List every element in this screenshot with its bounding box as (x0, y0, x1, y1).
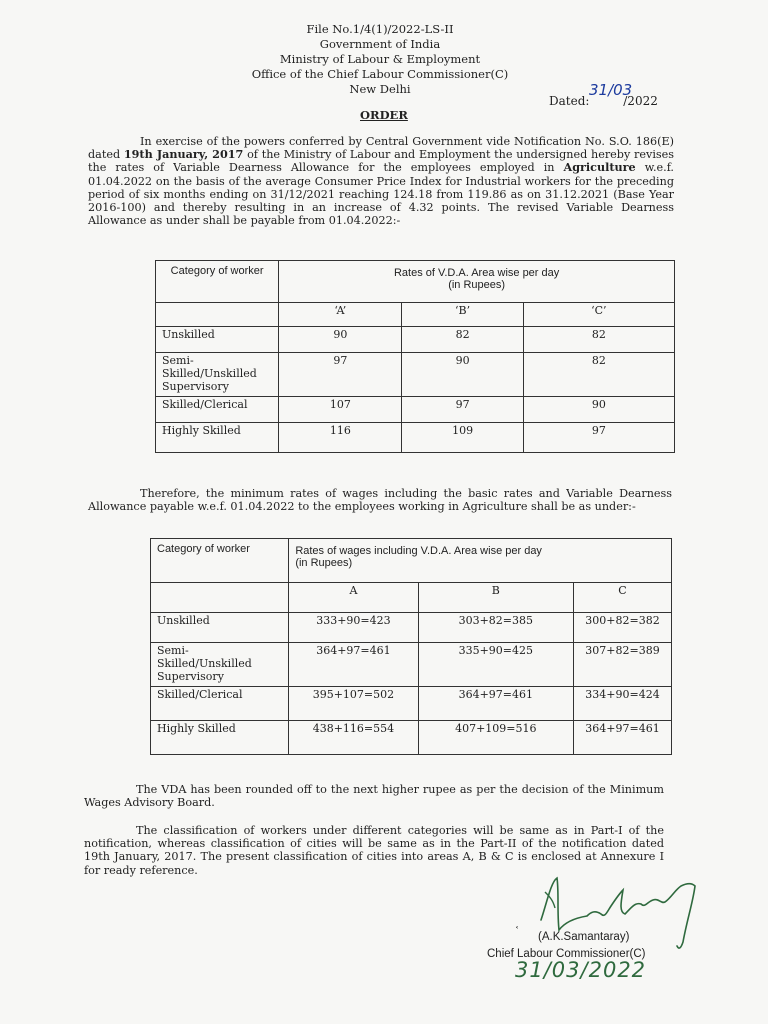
table-row: Semi-Skilled/Unskilled Supervisory 364+97=461 335+90=425 307+82=389 (151, 643, 672, 687)
table-row: Semi-Skilled/Unskilled Supervisory 97 90 82 (156, 353, 675, 397)
signatory-name: (A.K.Samantaray) (538, 931, 630, 943)
table2-rates-header: Rates of wages including V.D.A. Area wise per day (in Rupees) (289, 539, 672, 583)
table-row: Skilled/Clerical 107 97 90 (156, 397, 675, 423)
table-row: Highly Skilled 116 109 97 (156, 423, 675, 453)
office-line: Office of the Chief Labour Commissioner(C) (251, 67, 509, 81)
table2-area-c: C (574, 583, 672, 613)
date-line (549, 81, 658, 108)
table2-area-a: A (289, 583, 418, 613)
letterhead (230, 22, 530, 97)
table2-area-b: B (418, 583, 573, 613)
signatory-designation: Chief Labour Commissioner(C) (487, 948, 646, 960)
table2-category-header: Category of worker (151, 539, 289, 583)
dated-year: /2022 (623, 94, 658, 108)
paragraph-therefore: Therefore, the minimum rates of wages including the basic rates and Variable Dearness Allowance payable w.e.f. 01.04.2022 to the employees working in Agriculture shall be as under:- (88, 487, 672, 514)
table1-rates-header: Rates of V.D.A. Area wise per day (in Rupees) (279, 261, 675, 303)
file-number: File No.1/4(1)/2022-LS-II (306, 22, 454, 36)
handwritten-signature-date: 31/03/2022 (515, 958, 647, 982)
minimum-wages-table (150, 538, 672, 755)
city-line: New Delhi (349, 82, 411, 96)
table1-area-c: ‘C’ (523, 303, 674, 327)
signature-tick: ˂ (515, 926, 519, 935)
paragraph-intro: In exercise of the powers conferred by Central Government vide Notification No. S.O. 186(E) dated 19th January, 2017 of the Ministry of Labour and Employment the undersigned hereby revises the rates of Variable Dearness Allowance for the employees employed in Agriculture w.e.f. 01.04.2022 on the basis of the average Consumer Price Index for Industrial workers for the preceding period of six months ending on 31/12/2021 reaching 124.18 from 119.86 as on 31.12.2021 (Base Year 2016-100) and thereby resulting in an increase of 4.32 points. The revised Variable Dearness Allowance as under shall be payable from 01.04.2022:- (88, 135, 675, 228)
table-row: Highly Skilled 438+116=554 407+109=516 364+97=461 (151, 721, 672, 755)
table-row: Unskilled 90 82 82 (156, 327, 675, 353)
vda-rates-table (155, 260, 675, 453)
ministry-line: Ministry of Labour & Employment (279, 52, 481, 66)
table1-area-b: ‘B’ (402, 303, 523, 327)
paragraph-rounding: The VDA has been rounded off to the next higher rupee as per the decision of the Minimum Wages Advisory Board. (84, 783, 664, 810)
table1-area-a: ‘A’ (279, 303, 402, 327)
table-row: Unskilled 333+90=423 303+82=385 300+82=382 (151, 613, 672, 643)
order-title: ORDER (360, 108, 408, 122)
paragraph-classification: The classification of workers under different categories will be same as in Part-I of the notification, whereas classification of cities will be same as in the Part-II of the notification dated 19th January, 2017. The present classification of cities into areas A, B & C is enclosed at Annexure I for ready reference. (84, 824, 664, 877)
handwritten-date: 31/03 (589, 81, 633, 99)
government-line: Government of India (319, 37, 441, 51)
dated-label: Dated: (549, 94, 590, 108)
table1-category-header: Category of worker (156, 261, 279, 303)
table-row: Skilled/Clerical 395+107=502 364+97=461 334+90=424 (151, 687, 672, 721)
